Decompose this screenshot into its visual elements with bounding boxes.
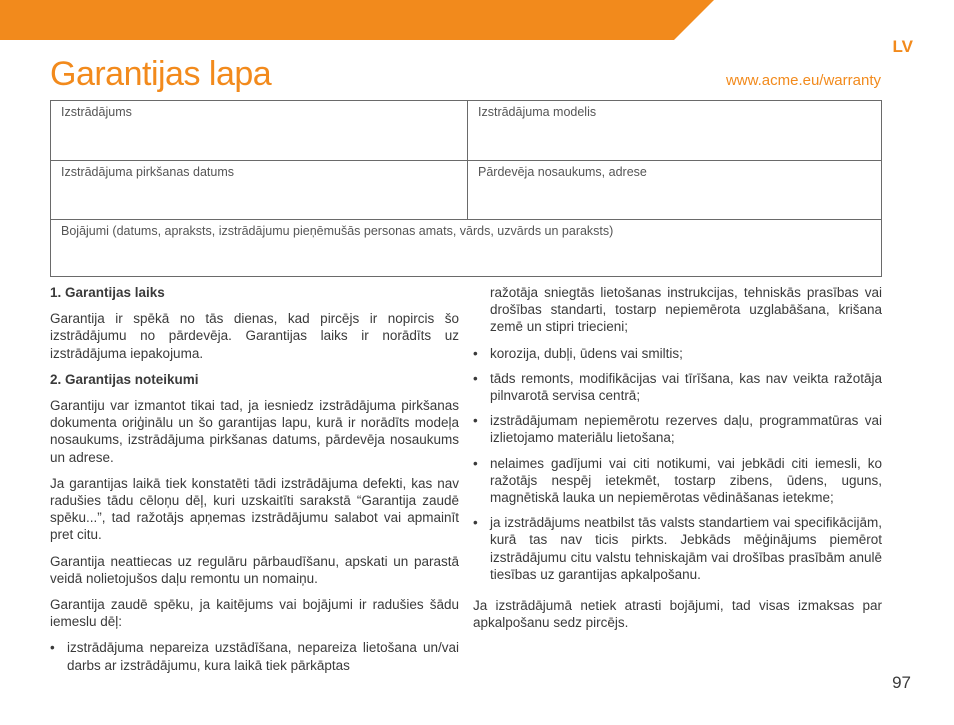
seller-field[interactable] [467,160,881,219]
damages-field[interactable] [51,219,881,276]
list-item-text: korozija, dubļi, ūdens vai smiltis; [490,345,683,361]
list-item [473,345,882,362]
list-item-text: izstrādājuma nepareiza uzstādīšana, nepareiza lietošana un/vai darbs ar izstrādājumu, kura laikā tiek pārkāptas [67,640,459,673]
section-2-paragraph-4: Garantija zaudē spēku, ja kaitējums vai bojājumi ir radušies šādu iemeslu dēļ: [50,597,459,630]
void-conditions-list-continued [473,345,882,583]
section-2-paragraph-1: Garantiju var izmantot tikai tad, ja iesniedz izstrādājuma pirkšanas dokumenta oriģinālu un šo garantijas lapu, kurā ir norādīts modeļa nosaukums, izstrādājuma pirkšanas datums, pārdevēja nosaukums un adrese. [50,398,459,465]
list-item-text: nelaimes gadījumi vai citi notikumi, vai jebkādi citi iemesli, ko ražotājs nespēj ietekmēt, tostarp zibens, ūdens, uguns, magnētiskā lauka un nepiemērotas vēdināšanas ietekme; [490,455,882,506]
purchase-date-field-label: Izstrādājuma pirkšanas datums [61,165,234,179]
list-item-text: tāds remonts, modifikācijas vai tīrīšana, kas nav veikta ražotāja pilnvarotā servisa centrā; [490,370,882,404]
text-column-right [473,284,882,640]
list-item [473,514,882,583]
list-item [473,412,882,446]
bullet-icon: • [473,455,478,471]
language-code: LV [892,37,913,56]
section-1-heading: 1. Garantijas laiks [50,285,165,300]
section-1-text: Garantija ir spēkā no tās dienas, kad pircējs ir nopircis šo izstrādājumu no pārdevēja. Garantijas laiks ir norādīts uz izstrādājuma iepakojuma. [50,311,459,361]
warranty-form-table [50,100,882,277]
bullet-icon: • [473,413,478,429]
page-number: 97 [892,673,911,692]
text-column-left [50,284,459,683]
list-item [473,370,882,404]
product-model-field[interactable] [467,101,881,160]
list-item [50,639,459,673]
list-item-text: ja izstrādājums neatbilst tās valsts standartiem vai specifikācijām, kurā tas nav ticis pirkts. Jebkāds mēģinājums piemērot izstrādājumu citu valstu tehniskajām vai drošības prasībām anulē tiesības uz garantijas apkalpošanu. [490,515,882,582]
list-item-continuation: ražotāja sniegtās lietošanas instrukcijas, tehniskās prasības vai drošības standarti, tostarp nepiemērota uzglabāšana, krišana zemē un stipri triecieni; [490,285,882,335]
product-model-field-label: Izstrādājuma modelis [478,105,597,119]
purchase-date-field[interactable] [51,160,467,219]
bullet-icon: • [50,640,55,656]
closing-paragraph: Ja izstrādājumā netiek atrasti bojājumi, tad visas izmaksas par apkalpošanu sedz pircējs. [473,598,882,631]
product-field-label: Izstrādājums [61,105,132,119]
list-item [473,455,882,507]
warranty-url-link[interactable]: www.acme.eu/warranty [725,72,881,89]
section-2-paragraph-2: Ja garantijas laikā tiek konstatēti tādi izstrādājuma defekti, kas nav radušies tādu cēloņu dēļ, kuri uzskaitīti sarakstā “Garantija zaudē spēku...”, tad ražotājs apņemas izstrādājumu salabot vai apmainīt pret citu. [50,475,459,543]
void-conditions-list [50,639,459,673]
section-2-paragraph-3: Garantija neattiecas uz regulāru pārbaudīšanu, apskati un parastā veidā nolietojušos daļu remontu un nomaiņu. [50,553,459,586]
product-field[interactable] [51,101,467,160]
header-accent-band [0,0,954,40]
bullet-icon: • [473,515,478,531]
damages-field-label: Bojājumi (datums, apraksts, izstrādājumu pieņēmušās personas amats, vārds, uzvārds un paraksts) [61,224,614,238]
bullet-icon: • [473,370,478,386]
page-title: Garantijas lapa [50,55,272,93]
list-item-text: izstrādājumam nepiemērotu rezerves daļu, programmatūras vai izlietojamo materiālu lietošana; [490,413,882,446]
section-2-heading: 2. Garantijas noteikumi [50,371,199,387]
seller-field-label: Pārdevēja nosaukums, adrese [478,165,647,179]
bullet-icon: • [473,345,478,361]
